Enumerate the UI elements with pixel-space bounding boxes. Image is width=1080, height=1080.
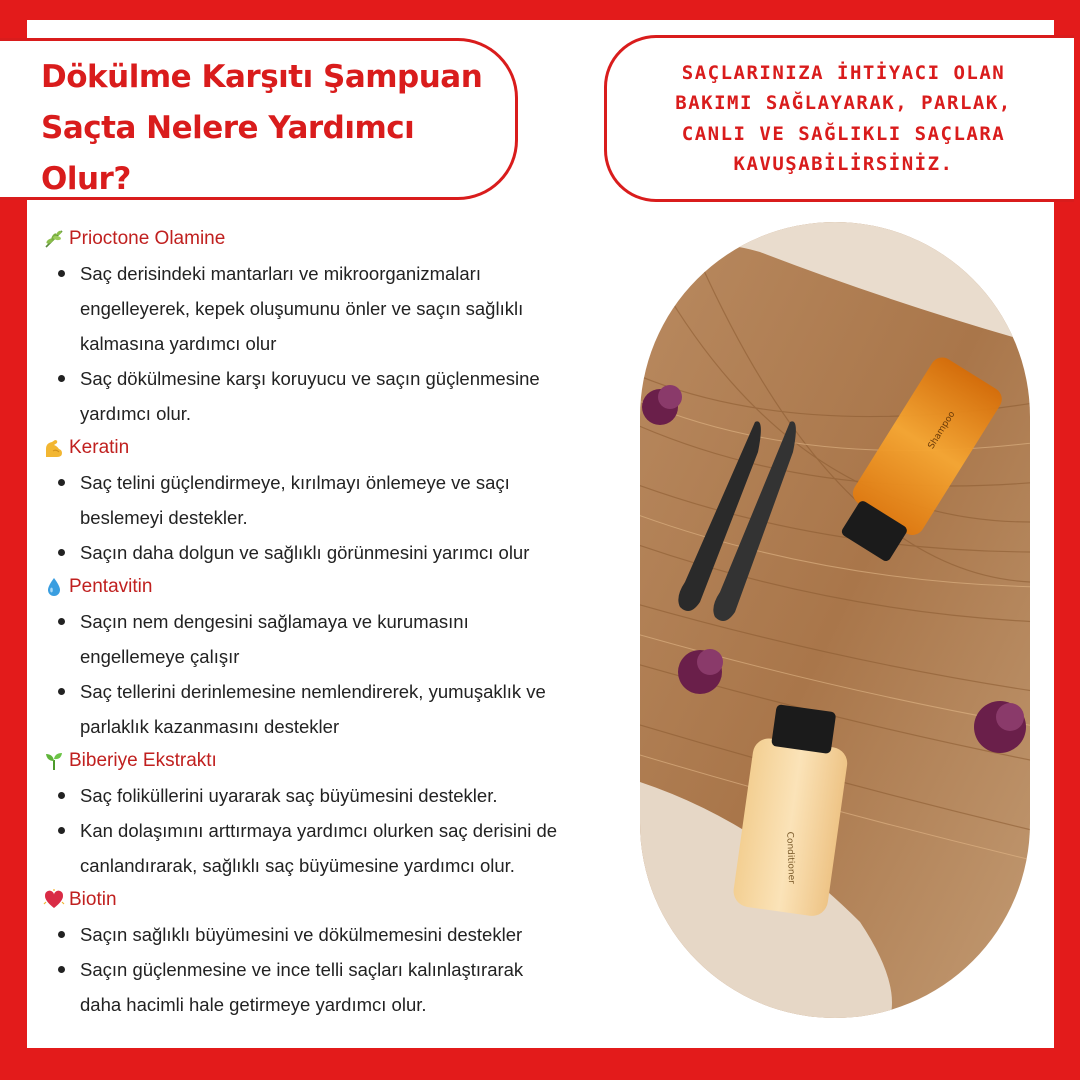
shampoo-label: Shampoo — [926, 409, 958, 452]
tagline-box — [604, 35, 1074, 202]
droplet-icon — [43, 576, 65, 598]
list-item: Saç derisindeki mantarları ve mikroorganizmaları engelleyerek, kepek oluşumunu önler ve saçın sağlıklı kalmasına yardımcı olur — [43, 256, 643, 361]
section-keratin — [43, 431, 643, 570]
title-line: Dökülme Karşıtı Şampuan — [41, 59, 483, 95]
section-title — [43, 431, 643, 465]
section-biotin — [43, 883, 643, 1022]
section-title-text: Biberiye Ekstraktı — [69, 750, 217, 771]
section-title — [43, 744, 643, 778]
page-title — [41, 52, 482, 205]
list-item: Saçın nem dengesini sağlamaya ve kurumasını engellemeye çalışır — [43, 604, 643, 674]
title-box — [0, 38, 518, 200]
list-item: Kan dolaşımını arttırmaya yardımcı olurken saç derisini de canlandırarak, sağlıklı saç büyümesine yardımcı olur. — [43, 813, 643, 883]
list-item: Saç dökülmesine karşı koruyucu ve saçın güçlenmesine yardımcı olur. — [43, 361, 643, 431]
list-item: Saç telini güçlendirmeye, kırılmayı önlemeye ve saçı beslemeyi destekler. — [43, 465, 643, 535]
section-title — [43, 570, 643, 604]
section-title — [43, 222, 643, 256]
list-item: Saçın daha dolgun ve sağlıklı görünmesini yarımcı olur — [43, 535, 643, 570]
ingredient-list — [43, 222, 643, 1022]
tagline — [669, 58, 1011, 180]
section-title-text: Keratin — [69, 437, 130, 458]
section-title-text: Biotin — [69, 889, 117, 910]
herb-icon — [43, 228, 65, 250]
list-item: Saçın sağlıklı büyümesini ve dökülmemesini destekler — [43, 917, 643, 952]
tagline-line: KAVUŞABİLİRSİNİZ. — [733, 153, 954, 175]
conditioner-label: Conditioner — [784, 831, 797, 885]
section-title-text: Pentavitin — [69, 576, 153, 597]
list-item: Saç tellerini derinlemesine nemlendirerek, yumuşaklık ve parlaklık kazanmasını destekler — [43, 674, 643, 744]
section-pentavitin — [43, 570, 643, 744]
flexed-biceps-icon — [43, 437, 65, 459]
tagline-line: CANLI VE SAĞLIKLI SAÇLARA — [681, 122, 1006, 145]
hair-products-image — [640, 222, 1030, 1018]
tagline-line: BAKIMI SAĞLAYARAK, PARLAK, — [675, 92, 1012, 114]
heart-icon — [43, 889, 65, 911]
list-item: Saç foliküllerini uyararak saç büyümesini destekler. — [43, 778, 643, 813]
tagline-line: SAÇLARINIZA İHTİYACI OLAN — [681, 61, 1006, 84]
section-prioctone — [43, 222, 643, 431]
list-item: Saçın güçlenmesine ve ince telli saçları kalınlaştırarak daha hacimli hale getirmeye yardımcı olur. — [43, 952, 643, 1022]
section-title-text: Prioctone Olamine — [69, 228, 226, 249]
section-title — [43, 883, 643, 917]
section-biberiye — [43, 744, 643, 883]
title-line: Olur? — [41, 161, 131, 197]
seedling-icon — [43, 750, 65, 772]
product-photo — [640, 222, 1030, 1018]
title-line: Saçta Nelere Yardımcı — [41, 110, 415, 146]
